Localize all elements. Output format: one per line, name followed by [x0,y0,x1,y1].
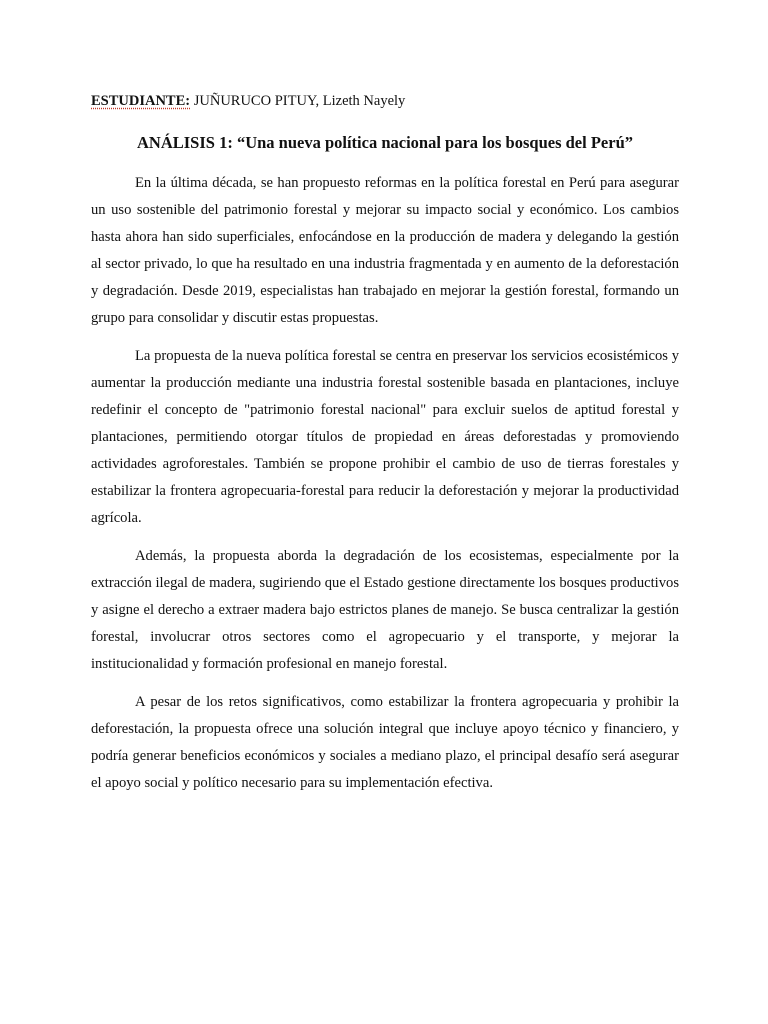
student-line [91,91,691,111]
paragraph-2: La propuesta de la nueva política forestal se centra en preservar los servicios ecosistémicos y aumentar la producción mediante una industria forestal sostenible basada en plantaciones, incluye redefinir el concepto de "patrimonio forestal nacional" para excluir suelos de aptitud forestal y plantaciones, permitiendo otorgar títulos de propiedad en áreas deforestadas y promoviendo actividades agroforestales. También se propone prohibir el cambio de uso de tierras forestales y estabilizar la frontera agropecuaria-forestal para reducir la deforestación y mejorar la productividad agrícola. [91,348,679,526]
paragraph-1: En la última década, se han propuesto reformas en la política forestal en Perú para asegurar un uso sostenible del patrimonio forestal y mejorar su impacto social y económico. Los cambios hasta ahora han sido superficiales, enfocándose en la producción de madera y delegando la gestión al sector privado, lo que ha resultado en una industria fragmentada y en aumento de la deforestación y degradación. Desde 2019, especialistas han trabajado en mejorar la gestión forestal, formando un grupo para consolidar y discutir estas propuestas. [91,175,679,326]
student-label: ESTUDIANTE: [91,93,191,109]
document-title: ANÁLISIS 1: “Una nueva política nacional para los bosques del Perú” [137,133,633,152]
document-body [91,170,679,808]
paragraph-4: A pesar de los retos significativos, como estabilizar la frontera agropecuaria y prohibir la deforestación, la propuesta ofrece una solución integral que incluye apoyo técnico y financiero, y podría generar beneficios económicos y sociales a mediano plazo, el principal desafío será asegurar el apoyo social y político necesario para su implementación efectiva. [91,694,679,791]
paragraph-3: Además, la propuesta aborda la degradación de los ecosistemas, especialmente por la extracción ilegal de madera, sugiriendo que el Estado gestione directamente los bosques productivos y asigne el derecho a extraer madera bajo estrictos planes de manejo. Se busca centralizar la gestión forestal, involucrar otros sectores como el agropecuario y el transporte, y mejorar la institucionalidad y formación profesional en manejo forestal. [91,548,679,672]
student-name: JUÑURUCO PITUY, Lizeth Nayely [193,93,406,109]
